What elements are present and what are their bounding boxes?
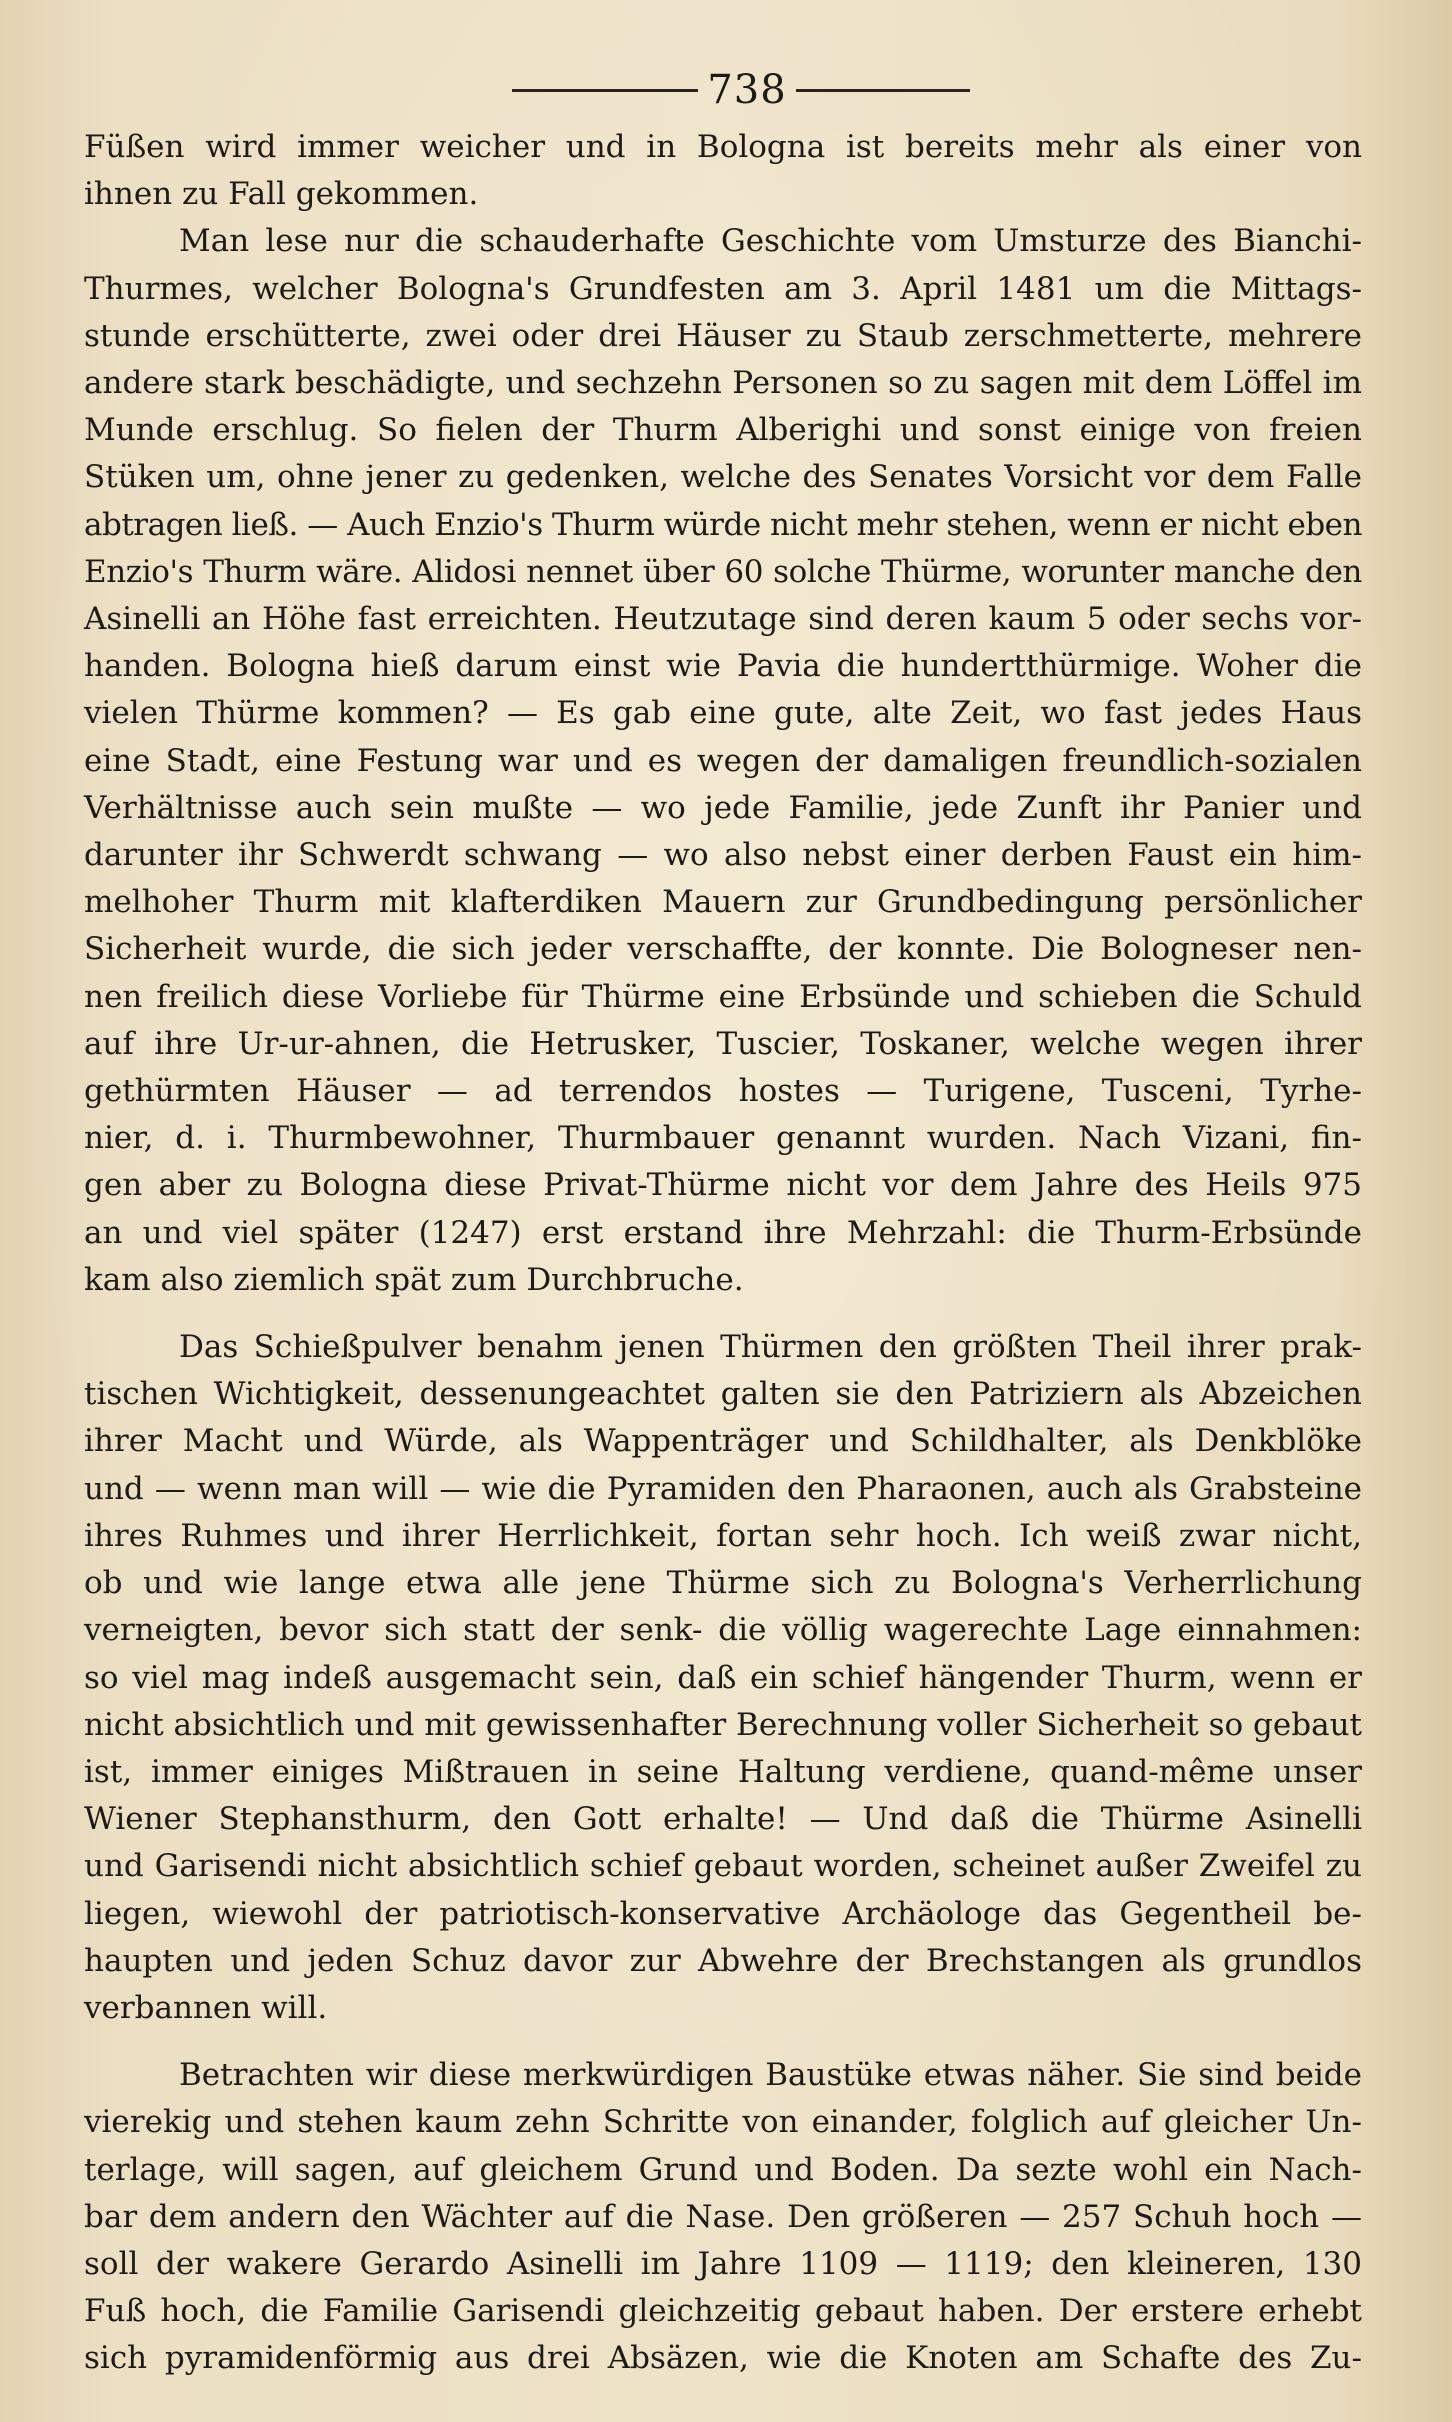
paragraph-4	[84, 2052, 1362, 2382]
text-line: nicht absichtlich und mit gewissenhafter Berechnung voller Sicherheit so gebaut	[84, 1706, 1362, 1743]
text-line: vielen Thürme kommen? — Es gab eine gute, alte Zeit, wo fast jedes Haus	[84, 695, 1362, 732]
text-line: tischen Wichtigkeit, dessenungeachtet galten sie den Patriziern als Abzeichen	[84, 1376, 1362, 1413]
text-line: Enzio's Thurm wäre. Alidosi nennet über 60 solche Thürme, worunter manche den	[84, 553, 1362, 590]
text-line: Fuß hoch, die Familie Garisendi gleichzeitig gebaut haben. Der erstere erhebt	[84, 2293, 1362, 2330]
text-line: liegen, wiewohl der patriotisch-konservative Archäologe das Gegentheil be-	[84, 1895, 1362, 1932]
text-line: bar dem andern den Wächter auf die Nase. Den größeren — 257 Schuh hoch —	[84, 2198, 1362, 2235]
text-line: ihrer Macht und Würde, als Wappenträger und Schildhalter, als Denkblöke	[84, 1423, 1362, 1460]
text-line: auf ihre Ur-ur-ahnen, die Hetrusker, Tuscier, Toskaner, welche wegen ihrer	[84, 1025, 1362, 1062]
text-line: an und viel später (1247) erst erstand ihre Mehrzahl: die Thurm-Erbsünde	[84, 1214, 1362, 1251]
text-line: darunter ihr Schwerdt schwang — wo also nebst einer derben Faust ein him-	[84, 837, 1362, 874]
header-rule-left	[512, 89, 698, 92]
text-line: sich pyramidenförmig aus drei Absäzen, wie die Knoten am Schafte des Zu-	[84, 2340, 1362, 2377]
text-line: und — wenn man will — wie die Pyramiden den Pharaonen, auch als Grabsteine	[84, 1470, 1362, 1507]
text-line: Das Schießpulver benahm jenen Thürmen den größten Theil ihrer prak-	[179, 1329, 1362, 1366]
header-rule-right	[796, 89, 970, 92]
text-line: gen aber zu Bologna diese Privat-Thürme nicht vor dem Jahre des Heils 975	[84, 1167, 1362, 1204]
text-line: haupten und jeden Schuz davor zur Abwehre der Brechstangen als grundlos	[84, 1942, 1362, 1979]
text-line: und Garisendi nicht absichtlich schief gebaut worden, scheinet außer Zweifel zu	[84, 1848, 1362, 1885]
body-text	[84, 124, 1362, 2383]
paragraph-1	[84, 124, 1362, 218]
text-line: Asinelli an Höhe fast erreichten. Heutzutage sind deren kaum 5 oder sechs vor-	[84, 601, 1362, 638]
text-line: Thurmes, welcher Bologna's Grundfesten am 3. April 1481 um die Mittags-	[84, 270, 1362, 307]
text-line: Füßen wird immer weicher und in Bologna ist bereits mehr als einer von	[84, 129, 1362, 165]
page-number: 738	[707, 67, 787, 113]
text-line: Man lese nur die schauderhafte Geschichte vom Umsturze des Bianchi-	[179, 223, 1362, 260]
page-header	[0, 62, 1452, 122]
text-line: ist, immer einiges Mißtrauen in seine Haltung verdiene, quand-même unser	[84, 1753, 1362, 1790]
text-line: verneigten, bevor sich statt der senk- die völlig wagerechte Lage einnahmen:	[84, 1612, 1362, 1649]
text-line: stunde erschütterte, zwei oder drei Häuser zu Staub zerschmetterte, mehrere	[84, 317, 1362, 354]
text-line: handen. Bologna hieß darum einst wie Pavia die hundertthürmige. Woher die	[84, 648, 1362, 685]
text-line: kam also ziemlich spät zum Durchbruche.	[84, 1261, 744, 1298]
text-line: melhoher Thurm mit klafterdiken Mauern zur Grundbedingung persönlicher	[84, 884, 1362, 921]
text-line: gethürmten Häuser — ad terrendos hostes — Turigene, Tusceni, Tyrhe-	[84, 1073, 1362, 1110]
text-line: Munde erschlug. So fielen der Thurm Alberighi und sonst einige von freien	[84, 412, 1362, 449]
text-line: so viel mag indeß ausgemacht sein, daß ein schief hängender Thurm, wenn er	[84, 1659, 1362, 1696]
text-line: nier, d. i. Thurmbewohner, Thurmbauer genannt wurden. Nach Vizani, fin-	[84, 1120, 1362, 1157]
text-line: verbannen will.	[84, 1989, 328, 2026]
text-line: abtragen ließ. — Auch Enzio's Thurm würde nicht mehr stehen, wenn er nicht eben	[84, 506, 1362, 543]
text-line: ihnen zu Fall gekommen.	[84, 176, 479, 213]
text-line: nen freilich diese Vorliebe für Thürme eine Erbsünde und schieben die Schuld	[84, 978, 1362, 1015]
text-line: andere stark beschädigte, und sechzehn Personen so zu sagen mit dem Löffel im	[84, 365, 1362, 402]
text-line: Wiener Stephansthurm, den Gott erhalte! — Und daß die Thürme Asinelli	[84, 1801, 1362, 1838]
text-line: vierekig und stehen kaum zehn Schritte von einander, folglich auf gleicher Un-	[84, 2104, 1362, 2141]
text-line: terlage, will sagen, auf gleichem Grund und Boden. Da sezte wohl ein Nach-	[84, 2151, 1362, 2188]
text-line: Sicherheit wurde, die sich jeder verschaffte, der konnte. Die Bologneser nen-	[84, 931, 1362, 968]
text-line: ihres Ruhmes und ihrer Herrlichkeit, fortan sehr hoch. Ich weiß zwar nicht,	[84, 1517, 1362, 1554]
text-line: eine Stadt, eine Festung war und es wegen der damaligen freundlich-sozialen	[84, 742, 1362, 779]
paragraph-2	[84, 218, 1362, 1304]
text-line: Betrachten wir diese merkwürdigen Baustüke etwas näher. Sie sind beide	[179, 2057, 1362, 2094]
paragraph-3	[84, 1324, 1362, 2032]
text-line: ob und wie lange etwa alle jene Thürme sich zu Bologna's Verherrlichung	[84, 1565, 1362, 1602]
text-line: soll der wakere Gerardo Asinelli im Jahre 1109 — 1119; den kleineren, 130	[84, 2245, 1362, 2282]
text-line: Stüken um, ohne jener zu gedenken, welche des Senates Vorsicht vor dem Falle	[84, 459, 1362, 496]
text-line: Verhältnisse auch sein mußte — wo jede Familie, jede Zunft ihr Panier und	[84, 789, 1362, 826]
